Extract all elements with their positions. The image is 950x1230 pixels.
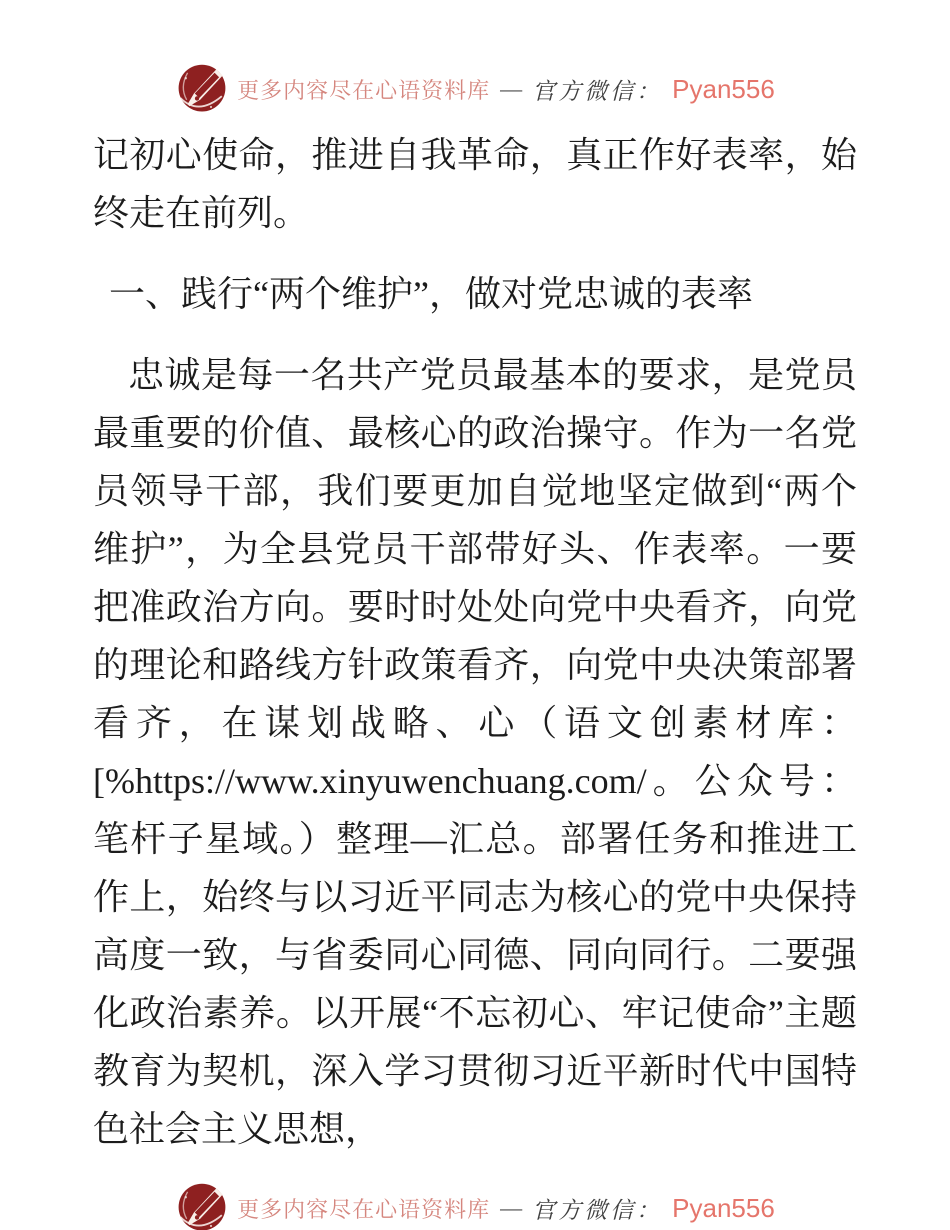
banner-separator-dash: — [500, 76, 523, 101]
paragraph-body: 忠诚是每一名共产党员最基本的要求，是党员最重要的价值、最核心的政治操守。作为一名党员领导干部，我们要更加自觉地坚定做到“两个维护”，为全县党员干部带好头、作表率。一要把准政治方向。要时时处处向党中央看齐，向党的理论和路线方针政策看齐，向党中央决策部署看齐，在谋划战略、心（语文创素材库：[%https://www.xinyuwenchuang.com/。公众号：笔杆子星域。）整理—汇总。部署任务和推进工作上，始终与以习近平同志为核心的党中央保持高度一致，与省委同心同德、同向同行。二要强化政治素养。以开展“不忘初心、牢记使命”主题教育为契机，深入学习贯彻习近平新时代中国特色社会主义思想， [93, 355, 857, 1149]
paragraph-continuation: 记初心使命，推进自我革命，真正作好表率，始终走在前列。 [93, 135, 857, 233]
banner-wechat-id: Pyan556 [672, 73, 775, 104]
document-body [0, 116, 950, 1181]
header-banner [0, 0, 950, 116]
banner-separator-dash: — [500, 1195, 523, 1220]
pen-logo-icon [175, 1181, 229, 1230]
banner-wechat-label: 官方微信： [532, 78, 663, 105]
pen-logo-icon [175, 62, 229, 116]
banner-wechat-label: 官方微信： [532, 1197, 663, 1224]
banner-brand-text: 更多内容尽在心语资料库 [237, 77, 491, 103]
banner-brand-text: 更多内容尽在心语资料库 [237, 1196, 491, 1222]
footer-banner [0, 1181, 950, 1230]
banner-wechat-id: Pyan556 [672, 1192, 775, 1223]
section-heading: 一、践行“两个维护”，做对党忠诚的表率 [109, 274, 753, 314]
